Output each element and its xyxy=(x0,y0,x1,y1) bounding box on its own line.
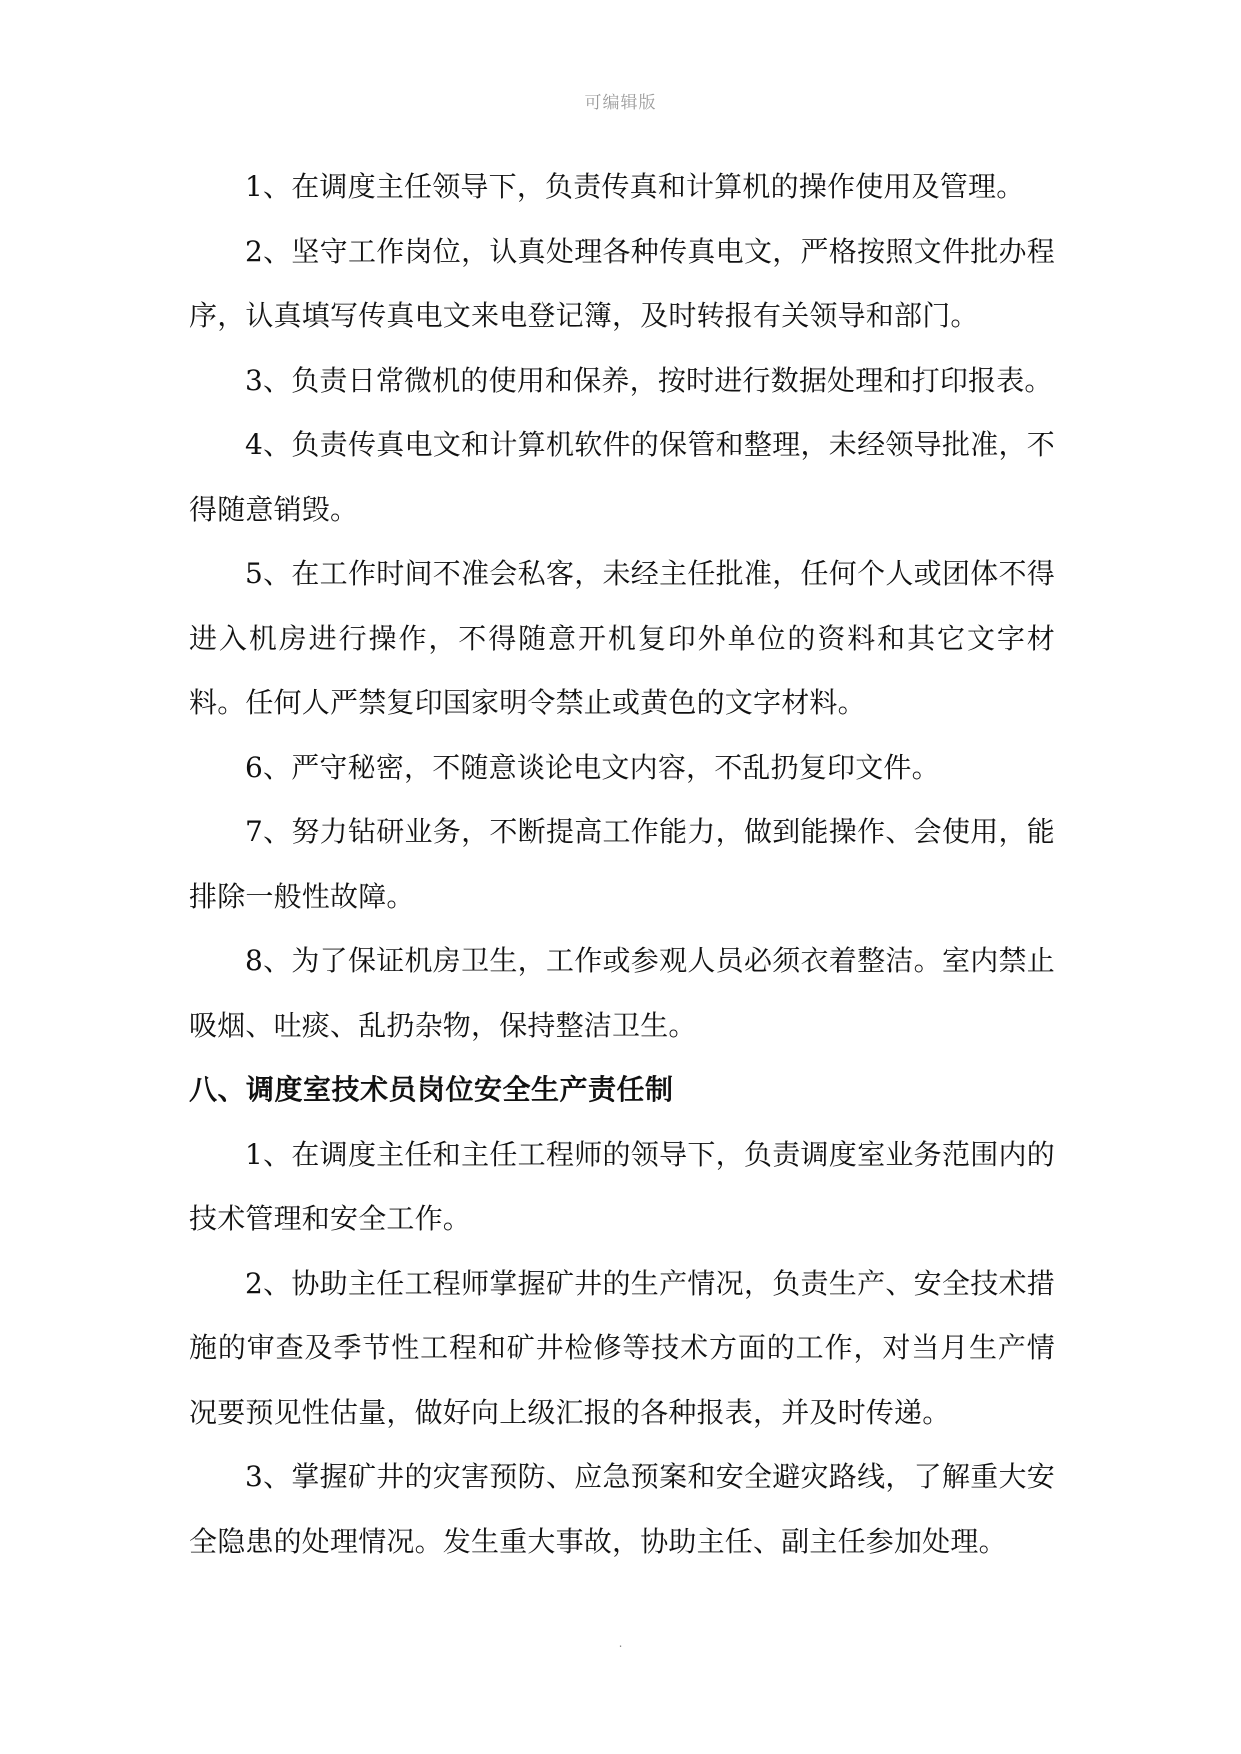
page-footer-mark: . xyxy=(618,1636,623,1650)
section-heading: 八、调度室技术员岗位安全生产责任制 xyxy=(189,1073,674,1106)
page-header-watermark: 可编辑版 xyxy=(584,93,657,113)
duty-item: 2、坚守工作岗位，认真处理各种传真电文，严格按照文件批办程序，认真填写传真电文来电登记簿，及时转报有关领导和部门。 xyxy=(189,234,1055,332)
duty-item: 4、负责传真电文和计算机软件的保管和整理，未经领导批准，不得随意销毁。 xyxy=(189,428,1055,526)
duty-item: 2、协助主任工程师掌握矿井的生产情况，负责生产、安全技术措施的审查及季节性工程和矿井检修等技术方面的工作，对当月生产情况要预见性估量，做好向上级汇报的各种报表，并及时传递。 xyxy=(189,1266,1055,1429)
duty-item: 6、严守秘密，不随意谈论电文内容，不乱扔复印文件。 xyxy=(245,750,940,784)
document-body xyxy=(189,155,1055,1574)
duty-item: 8、为了保证机房卫生，工作或参观人员必须衣着整洁。室内禁止吸烟、吐痰、乱扔杂物，保持整洁卫生。 xyxy=(189,944,1055,1042)
duty-item: 1、在调度主任领导下，负责传真和计算机的操作使用及管理。 xyxy=(245,170,1025,203)
duty-item: 5、在工作时间不准会私客，未经主任批准，任何个人或团体不得进入机房进行操作，不得随意开机复印外单位的资料和其它文字材料。任何人严禁复印国家明令禁止或黄色的文字材料。 xyxy=(189,557,1055,719)
duty-item: 1、在调度主任和主任工程师的领导下，负责调度室业务范围内的技术管理和安全工作。 xyxy=(189,1137,1055,1235)
duty-item: 3、负责日常微机的使用和保养，按时进行数据处理和打印报表。 xyxy=(245,363,1053,397)
duty-item: 7、努力钻研业务，不断提高工作能力，做到能操作、会使用，能排除一般性故障。 xyxy=(189,815,1055,913)
duty-item: 3、掌握矿井的灾害预防、应急预案和安全避灾路线，了解重大安全隐患的处理情况。发生重大事故，协助主任、副主任参加处理。 xyxy=(189,1460,1055,1558)
